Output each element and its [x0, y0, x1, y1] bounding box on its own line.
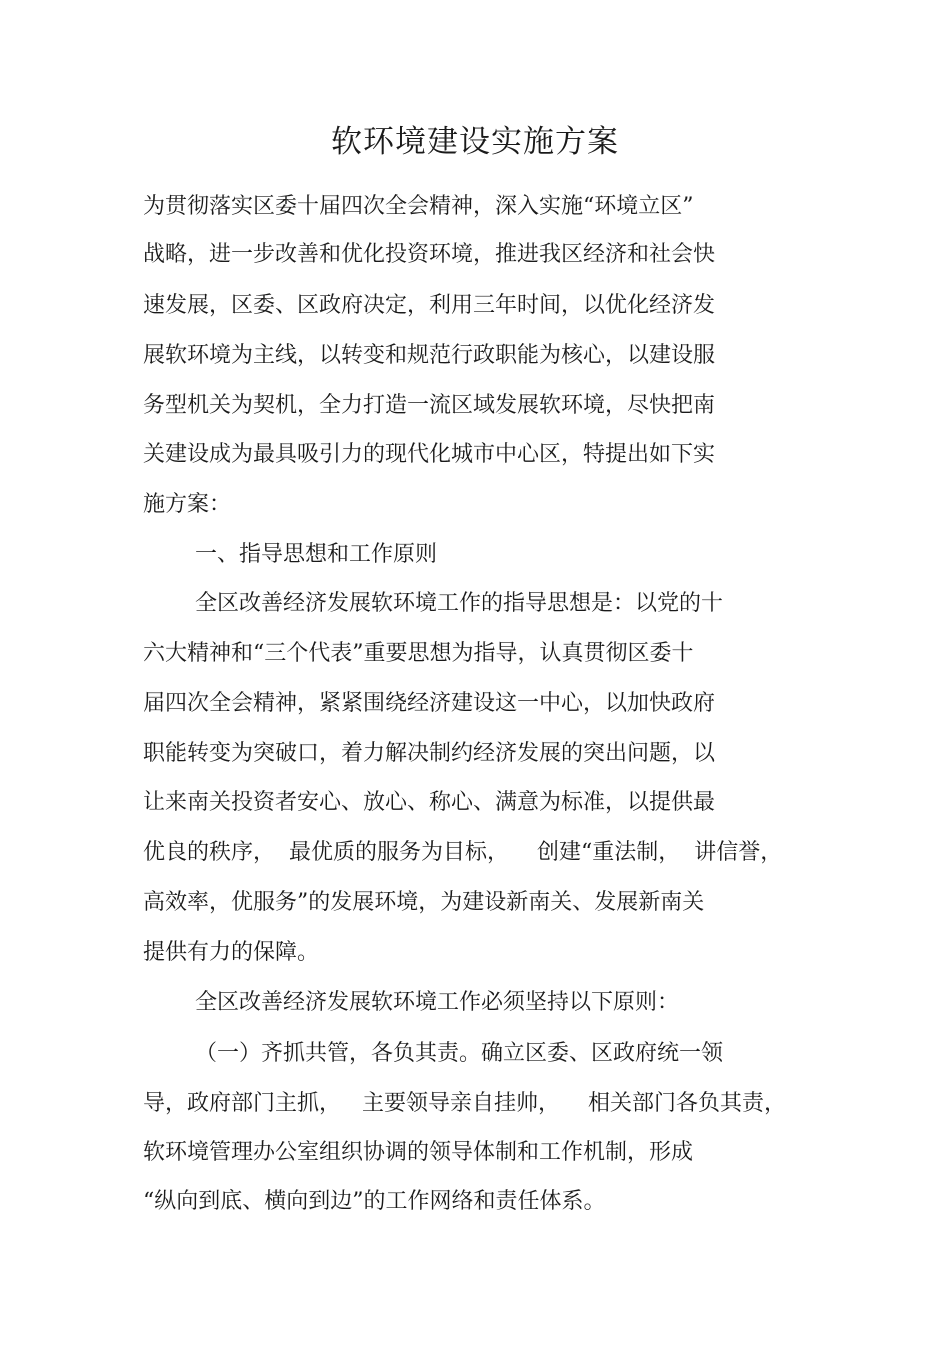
- document-title: 软环境建设实施方案: [331, 124, 619, 160]
- paragraph-line: 战略，进一步改善和优化投资环境，推进我区经济和社会快: [143, 242, 716, 267]
- section-heading: 一、指导思想和工作原则: [195, 542, 438, 567]
- paragraph-line: 让来南关投资者安心、放心、称心、满意为标准，以提供最: [143, 790, 716, 815]
- paragraph-line: 施方案：: [143, 492, 232, 517]
- paragraph-line: 软环境管理办公室组织协调的领导体制和工作机制，形成: [143, 1140, 694, 1165]
- paragraph-line: （一）齐抓共管，各负其责。确立区委、区政府统一领: [195, 1041, 724, 1066]
- paragraph-line: 导，政府部门主抓， 主要领导亲自挂帅， 相关部门各负其责，: [143, 1091, 786, 1116]
- paragraph-line: 为贯彻落实区委十届四次全会精神，深入实施“环境立区”: [143, 194, 694, 219]
- paragraph-line: 优良的秩序， 最优质的服务为目标， 创建“重法制， 讲信誉，: [143, 840, 783, 865]
- paragraph-line: 全区改善经济发展软环境工作的指导思想是：以党的十: [195, 591, 724, 616]
- paragraph-line: 全区改善经济发展软环境工作必须坚持以下原则：: [195, 990, 680, 1015]
- paragraph-line: 务型机关为契机，全力打造一流区域发展软环境，尽快把南: [143, 393, 716, 418]
- paragraph-line: 展软环境为主线，以转变和规范行政职能为核心，以建设服: [143, 343, 716, 368]
- paragraph-line: 职能转变为突破口，着力解决制约经济发展的突出问题，以: [143, 741, 716, 766]
- paragraph-line: 高效率，优服务”的发展环境，为建设新南关、发展新南关: [143, 890, 705, 915]
- paragraph-line: “纵向到底、横向到边”的工作网络和责任体系。: [143, 1189, 606, 1214]
- paragraph-line: 六大精神和“三个代表”重要思想为指导，认真贯彻区委十: [143, 641, 694, 666]
- paragraph-line: 速发展，区委、区政府决定，利用三年时间，以优化经济发: [143, 293, 716, 318]
- paragraph-line: 届四次全会精神，紧紧围绕经济建设这一中心，以加快政府: [143, 691, 716, 716]
- paragraph-line: 提供有力的保障。: [143, 940, 320, 965]
- paragraph-line: 关建设成为最具吸引力的现代化城市中心区，特提出如下实: [143, 442, 716, 467]
